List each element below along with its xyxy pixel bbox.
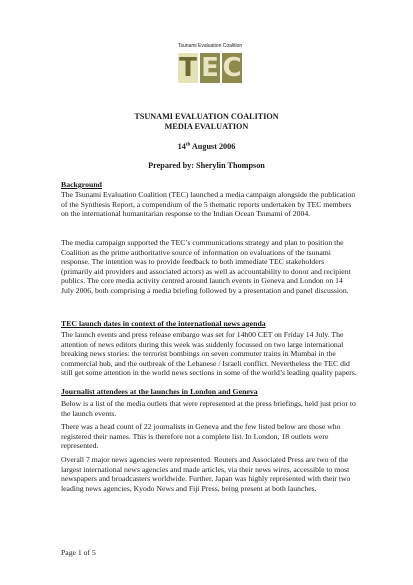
logo-letter-c: C xyxy=(222,53,242,83)
journalist-paragraph-1: Below is a list of the media outlets that were represented at the press briefings, held just prior to the launch events. xyxy=(61,399,356,418)
background-paragraph-1: The Tsunami Evaluation Coalition (TEC) launched a media campaign alongside the publication of the Synthesis Report, a compendium of the 5 thematic reports undertaken by TEC members on the international humanitarian response to the Indian Ocean Tsunami of 2004. xyxy=(61,190,356,219)
launch-dates-heading: TEC launch dates in context of the international news agenda xyxy=(61,319,266,328)
launch-dates-paragraph: The launch events and press release embargo was set for 14h00 CET on Friday 14 July. The attention of news editors during this week was suddenly focussed on two large international breaking news stories: the terrorist bombings on seven commuter trains in Mumbai in the commercial hub, and the outbreak of the Lebanese / Israeli conflict. Nevertheless the TEC did still get some attention in the world news sections in some of the world’s leading quality papers. xyxy=(61,330,357,378)
logo-letter-t: T xyxy=(179,53,197,83)
journalist-paragraph-3: Overall 7 major news agencies were represented. Reuters and Associated Press are two of the largest international news agencies and made articles, via their news wires, accessible to most newspapers and broadcasters worldwide. Further, Japan was highly represented with their two leading news agencies, Kyodo News and Fiji Press, being present at both launches. xyxy=(61,455,351,493)
document-title-line1: TSUNAMI EVALUATION COALITION xyxy=(134,112,279,121)
document-date xyxy=(0,142,413,151)
logo-letter-e: E xyxy=(201,53,219,83)
journalist-paragraph-2: There was a head count of 22 journalists in Geneva and the few listed below are those who registered their names. This is therefore not a complete list. In London, 18 outlets were represented. xyxy=(61,422,341,451)
document-title-line2: MEDIA EVALUATION xyxy=(164,122,249,131)
date-day: 14 xyxy=(177,142,186,151)
logo-caption: Tsunami Evaluation Coalition xyxy=(178,43,243,49)
background-heading: Background xyxy=(61,180,103,189)
page-number: Page 1 of 5 xyxy=(61,548,96,557)
logo-letters xyxy=(178,53,242,83)
prepared-by: Prepared by: Sherylin Thompson xyxy=(148,161,265,170)
journalist-heading: Journalist attendees at the launches in London and Geneva xyxy=(61,387,258,396)
date-rest: August 2006 xyxy=(190,142,236,151)
date-suffix: th xyxy=(185,142,191,148)
background-paragraph-2: The media campaign supported the TEC’s communications strategy and plan to position the Coalition as the prime authoritative source of information on evaluations of the tsunami response. The intention was to provide feedback to both immediate TEC stakeholders (primarily aid providers and associated actors) as well as accountability to donor and recipient publics. The core media activity centred around launch events in Geneva and London on 14 July 2006, both comprising a media briefing followed by a presentation and panel discussion. xyxy=(61,238,351,295)
